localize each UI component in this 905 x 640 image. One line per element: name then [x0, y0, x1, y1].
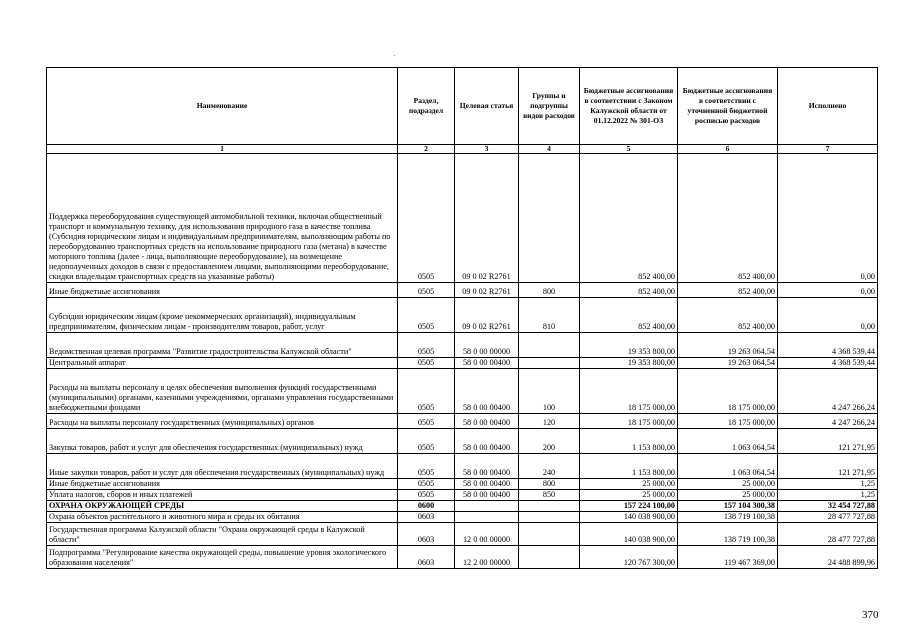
row-section: 0505: [398, 369, 455, 414]
row-executed: 0,00: [778, 283, 878, 298]
header-section: Раздел, подраздел: [398, 68, 455, 145]
header-budget-allocation: Бюджетные ассигнования в соответствии с уточненной бюджетной росписью расходов: [678, 68, 778, 145]
row-section: 0505: [398, 154, 455, 283]
row-executed: 28 477 727,88: [778, 512, 878, 523]
table-row: [47, 298, 878, 333]
row-executed: 121 271,95: [778, 454, 878, 479]
row-executed: 4 247 266,24: [778, 414, 878, 429]
row-group: 850: [519, 490, 580, 501]
row-group: [519, 333, 580, 358]
row-group: [519, 523, 580, 546]
header-group: Группы и подгруппы видов расходов: [519, 68, 580, 145]
row-name: Расходы на выплаты персоналу в целях обеспечения выполнения функций государственными (муниципальными) органами, казенными учреждениями, органами управления государственными внебюджетными фондами: [47, 369, 398, 414]
table-row: [47, 414, 878, 429]
row-target: 58 0 00 00400: [455, 414, 519, 429]
row-target: 58 0 00 00400: [455, 490, 519, 501]
row-group: [519, 546, 580, 569]
row-budget-allocation: 852 400,00: [678, 154, 778, 283]
row-law-allocation: 852 400,00: [580, 283, 678, 298]
row-section: 0505: [398, 479, 455, 490]
row-budget-allocation: 19 263 064,54: [678, 358, 778, 369]
row-budget-allocation: 138 719 100,38: [678, 523, 778, 546]
table-row: [47, 429, 878, 454]
row-section: 0505: [398, 414, 455, 429]
row-target: 09 0 02 R2761: [455, 298, 519, 333]
budget-table-sheet: [46, 67, 877, 569]
row-executed: 4 247 266,24: [778, 369, 878, 414]
row-target: 58 0 00 00000: [455, 333, 519, 358]
header-row: [47, 68, 878, 145]
row-budget-allocation: 157 104 300,38: [678, 501, 778, 512]
row-section: 0505: [398, 358, 455, 369]
row-section: 0505: [398, 333, 455, 358]
header-executed: Исполнено: [778, 68, 878, 145]
row-budget-allocation: 18 175 000,00: [678, 369, 778, 414]
table-body: [47, 154, 878, 569]
row-name: Субсидии юридическим лицам (кроме некоммерческих организаций), индивидуальным предпринимателям, физическим лицам - производителям товаров, работ, услуг: [47, 298, 398, 333]
row-law-allocation: 1 153 800,00: [580, 429, 678, 454]
row-group: [519, 501, 580, 512]
row-section: 0603: [398, 523, 455, 546]
row-law-allocation: 140 038 900,00: [580, 523, 678, 546]
table-row: [47, 283, 878, 298]
row-section: 0600: [398, 501, 455, 512]
table-row: [47, 454, 878, 479]
row-budget-allocation: 119 467 369,00: [678, 546, 778, 569]
row-target: [455, 501, 519, 512]
table-row: [47, 546, 878, 569]
row-group: 810: [519, 298, 580, 333]
row-executed: 121 271,95: [778, 429, 878, 454]
row-group: [519, 512, 580, 523]
table-row: [47, 369, 878, 414]
header-law-allocation: Бюджетные ассигнования в соответствии с Законом Калужской области от 01.12.2022 № 301-ОЗ: [580, 68, 678, 145]
row-law-allocation: 18 175 000,00: [580, 369, 678, 414]
row-law-allocation: 19 353 800,00: [580, 333, 678, 358]
row-name: Иные бюджетные ассигнования: [47, 283, 398, 298]
row-section: 0505: [398, 283, 455, 298]
table-row: [47, 490, 878, 501]
row-target: 12 0 00 00000: [455, 523, 519, 546]
row-group: 120: [519, 414, 580, 429]
row-section: 0603: [398, 512, 455, 523]
row-section: 0603: [398, 546, 455, 569]
row-target: 12 2 00 00000: [455, 546, 519, 569]
row-section: 0505: [398, 490, 455, 501]
row-budget-allocation: 1 063 064,54: [678, 429, 778, 454]
row-executed: 24 488 899,96: [778, 546, 878, 569]
row-name: Закупка товаров, работ и услуг для обеспечения государственных (муниципальных) нужд: [47, 429, 398, 454]
row-executed: 28 477 727,88: [778, 523, 878, 546]
row-law-allocation: 18 175 000,00: [580, 414, 678, 429]
row-name: ОХРАНА ОКРУЖАЮЩЕЙ СРЕДЫ: [47, 501, 398, 512]
row-section: 0505: [398, 429, 455, 454]
row-executed: 1,25: [778, 490, 878, 501]
row-law-allocation: 25 000,00: [580, 479, 678, 490]
row-budget-allocation: 138 719 100,38: [678, 512, 778, 523]
row-budget-allocation: 18 175 000,00: [678, 414, 778, 429]
row-executed: 32 454 727,88: [778, 501, 878, 512]
row-target: 58 0 00 00400: [455, 479, 519, 490]
row-group: 200: [519, 429, 580, 454]
row-law-allocation: 157 224 100,00: [580, 501, 678, 512]
table-row: [47, 333, 878, 358]
row-executed: 0,00: [778, 154, 878, 283]
table-row: [47, 479, 878, 490]
column-number: 7: [778, 145, 878, 154]
column-number-row: [47, 145, 878, 154]
table-row: [47, 512, 878, 523]
row-target: 58 0 00 00400: [455, 454, 519, 479]
row-name: Иные бюджетные ассигнования: [47, 479, 398, 490]
header-name: Наименование: [47, 68, 398, 145]
row-target: 09 0 02 R2761: [455, 154, 519, 283]
row-law-allocation: 25 000,00: [580, 490, 678, 501]
row-law-allocation: 120 767 300,00: [580, 546, 678, 569]
row-group: 800: [519, 283, 580, 298]
row-budget-allocation: 19 263 064,54: [678, 333, 778, 358]
table-row: [47, 523, 878, 546]
row-budget-allocation: 852 400,00: [678, 298, 778, 333]
row-name: Центральный аппарат: [47, 358, 398, 369]
row-target: 58 0 00 00400: [455, 369, 519, 414]
row-executed: 4 368 539,44: [778, 358, 878, 369]
row-budget-allocation: 1 063 064,54: [678, 454, 778, 479]
column-number: 6: [678, 145, 778, 154]
row-name: Уплата налогов, сборов и иных платежей: [47, 490, 398, 501]
row-name: Ведомственная целевая программа "Развитие градостроительства Калужской области": [47, 333, 398, 358]
row-group: [519, 154, 580, 283]
row-section: 0505: [398, 298, 455, 333]
row-group: 240: [519, 454, 580, 479]
row-name: Государственная программа Калужской области "Охрана окружающей среды в Калужской области": [47, 523, 398, 546]
row-executed: 1,25: [778, 479, 878, 490]
row-target: 09 0 02 R2761: [455, 283, 519, 298]
row-law-allocation: 140 038 900,00: [580, 512, 678, 523]
row-budget-allocation: 25 000,00: [678, 479, 778, 490]
budget-table: [46, 67, 878, 569]
row-target: 58 0 00 00400: [455, 358, 519, 369]
column-number: 2: [398, 145, 455, 154]
row-section: 0505: [398, 454, 455, 479]
row-law-allocation: 19 353 800,00: [580, 358, 678, 369]
row-name: Иные закупки товаров, работ и услуг для обеспечения государственных (муниципальных) нужд: [47, 454, 398, 479]
column-number: 5: [580, 145, 678, 154]
row-name: Подпрограмма "Регулирование качества окружающей среды, повышение уровня экологического образования населения": [47, 546, 398, 569]
row-group: [519, 358, 580, 369]
row-group: 800: [519, 479, 580, 490]
table-row: [47, 501, 878, 512]
table-row: [47, 154, 878, 283]
row-name: Охрана объектов растительного и животного мира и среды их обитания: [47, 512, 398, 523]
row-law-allocation: 1 153 800,00: [580, 454, 678, 479]
row-law-allocation: 852 400,00: [580, 154, 678, 283]
row-target: 58 0 00 00400: [455, 429, 519, 454]
table-row: [47, 358, 878, 369]
column-number: 3: [455, 145, 519, 154]
row-executed: 0,00: [778, 298, 878, 333]
column-number: 1: [47, 145, 398, 154]
scan-mark: [394, 55, 395, 56]
row-budget-allocation: 852 400,00: [678, 283, 778, 298]
row-group: 100: [519, 369, 580, 414]
row-budget-allocation: 25 000,00: [678, 490, 778, 501]
row-executed: 4 368 539,44: [778, 333, 878, 358]
column-number: 4: [519, 145, 580, 154]
row-name: Расходы на выплаты персоналу государственных (муниципальных) органов: [47, 414, 398, 429]
header-target: Целевая статья: [455, 68, 519, 145]
row-target: [455, 512, 519, 523]
page-number: 370: [862, 609, 879, 621]
row-law-allocation: 852 400,00: [580, 298, 678, 333]
row-name: Поддержка переоборудования существующей автомобильной техники, включая общественный транспорт и коммунальную технику, для использования природного газа в качестве топлива (Субсидия юридическим лицам и индивидуальным предпринимателям, выполняющим работы по переоборудованию транспортных средств на использование природного газа (метана) в качестве моторного топлива (далее - лица, выполняющие переоборудование), на возмещение недополученных доходов в связи с предоставлением лицами, выполняющими переоборудование, скидки владельцам транспортных средств на указанные работы): [47, 154, 398, 283]
